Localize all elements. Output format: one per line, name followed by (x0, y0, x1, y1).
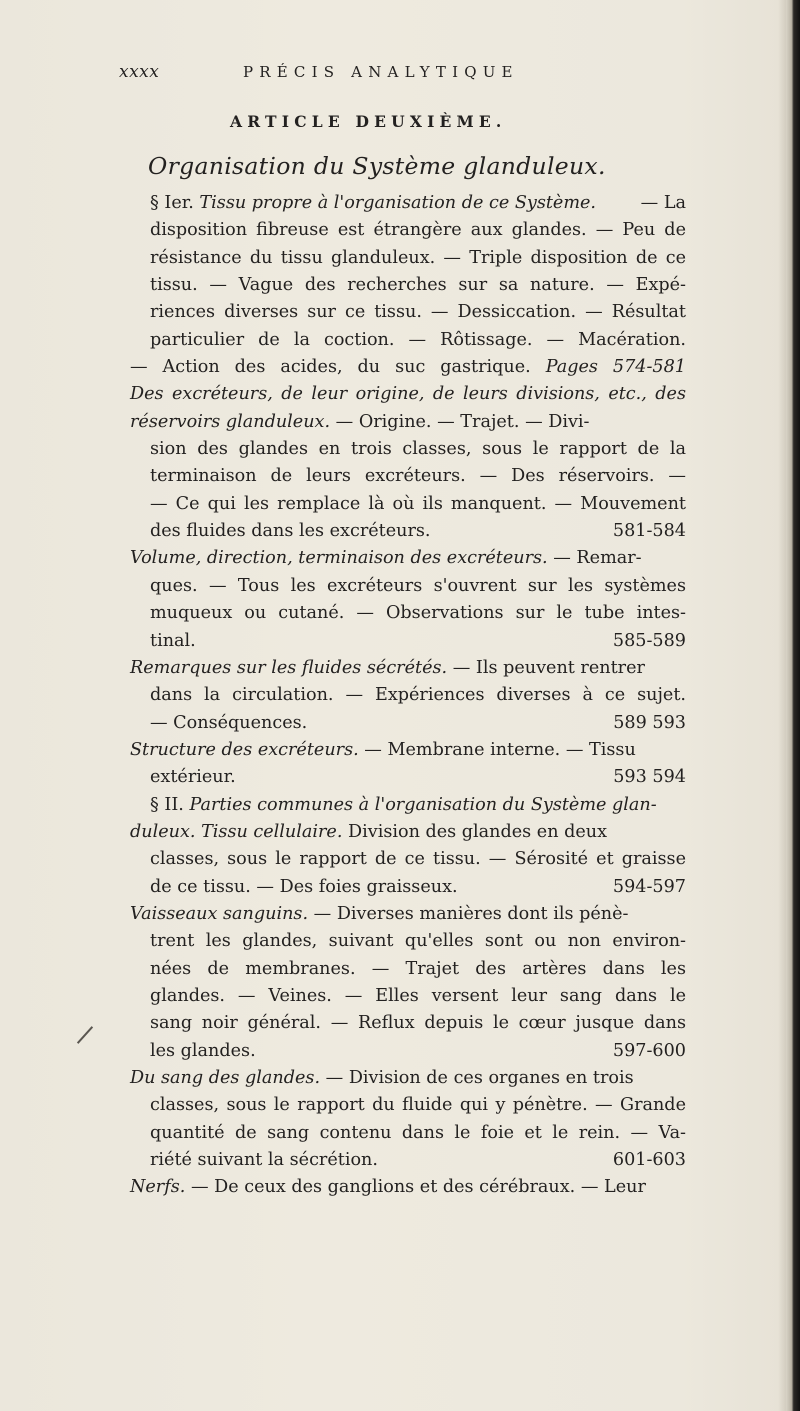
text-line (130, 409, 686, 436)
text-segment: Division des glandes en deux (342, 821, 608, 842)
text-line (130, 628, 686, 655)
text-line (130, 682, 686, 709)
italic-text: Pages 574-581 (545, 357, 686, 378)
italic-text: Du sang des glandes. (130, 1068, 321, 1088)
text-line (130, 600, 686, 627)
text-segment: — Action des acides, du suc gastrique. (130, 357, 546, 378)
text-segment: riété suivant la sécrétion. (150, 1150, 378, 1171)
text-line (130, 245, 686, 272)
text-segment: terminaison de leurs excréteurs. — Des réservoirs. — (150, 466, 686, 487)
text-line (130, 901, 686, 928)
text-line (130, 956, 686, 983)
text-line (130, 710, 686, 737)
text-line (130, 1147, 686, 1174)
italic-text: Volume, direction, terminaison des excréteurs. (130, 548, 548, 569)
text-line (130, 217, 686, 244)
italic-text: Des excréteurs, de leur origine, de leurs divisions, etc., des (130, 384, 686, 405)
italic-text: Structure des excréteurs. (130, 739, 359, 760)
page-range: 581-584 (612, 521, 686, 542)
text-line (130, 764, 686, 791)
text-segment: — Remar- (547, 548, 642, 569)
text-segment: — Origine. — Trajet. — Divi- (330, 411, 590, 432)
text-segment: trent les glandes, suivant qu'elles sont ou non environ- (150, 931, 686, 952)
line-content (130, 354, 686, 381)
text-line (130, 928, 686, 955)
body-text (130, 190, 686, 1202)
text-line (130, 819, 686, 846)
text-segment: extérieur. (150, 767, 236, 788)
page-edge-binding (786, 0, 800, 1411)
text-line (130, 846, 686, 873)
page-header (119, 62, 679, 88)
page-range: 597-600 (612, 1040, 686, 1061)
section-title: Organisation du Système glanduleux. (148, 152, 606, 180)
line-content (150, 190, 596, 217)
text-line (130, 1065, 686, 1092)
text-line (130, 737, 686, 764)
text-line (130, 491, 686, 518)
page-range: 593 594 (613, 767, 686, 788)
text-segment: particulier de la coction. — Rôtissage. — Macération. (150, 329, 686, 350)
text-segment: classes, sous le rapport du fluide qui y pénètre. — Grande (150, 1095, 686, 1116)
text-segment: — Membrane interne. — Tissu (358, 739, 636, 760)
text-segment: ques. — Tous les excréteurs s'ouvrent sur les systèmes (150, 575, 686, 596)
italic-text: Parties communes à l'organisation du Système glan- (189, 794, 657, 815)
text-segment: nées de membranes. — Trajet des artères dans les (150, 958, 686, 979)
italic-text: réservoirs glanduleux. (130, 411, 331, 432)
text-line (130, 1092, 686, 1119)
text-line (130, 381, 686, 408)
text-segment: sion des glandes en trois classes, sous le rapport de la (150, 439, 686, 460)
text-segment: tinal. (150, 630, 196, 651)
text-segment: — Ce qui les remplace là où ils manquent. — Mouvement (150, 493, 686, 514)
text-line (130, 436, 686, 463)
margin-pencil-mark (77, 1026, 93, 1044)
text-line (130, 1120, 686, 1147)
text-segment: disposition fibreuse est étrangère aux glandes. — Peu de (150, 220, 686, 241)
italic-text: Remarques sur les fluides sécrétés. (130, 657, 448, 678)
text-line (130, 190, 686, 217)
text-segment: riences diverses sur ce tissu. — Dessiccation. — Résultat (150, 302, 686, 323)
text-line (130, 792, 686, 819)
article-heading: ARTICLE DEUXIÈME. (230, 112, 507, 131)
text-segment: glandes. — Veines. — Elles versent leur sang dans le (150, 985, 686, 1006)
text-line (130, 983, 686, 1010)
italic-text: duleux. Tissu cellulaire. (130, 821, 343, 842)
text-segment: muqueux ou cutané. — Observations sur le tube intes- (150, 603, 686, 624)
text-segment: — Conséquences. (150, 712, 308, 733)
text-segment: — De ceux des ganglions et des cérébraux. — Leur (185, 1177, 646, 1198)
text-line (130, 545, 686, 572)
text-line (130, 874, 686, 901)
text-segment: classes, sous le rapport de ce tissu. — Sérosité et graisse (150, 849, 686, 870)
page-range: 589 593 (613, 712, 686, 733)
page-range: 585-589 (612, 630, 686, 651)
page-edge-shadow (778, 0, 786, 1411)
text-line (130, 655, 686, 682)
text-line (130, 354, 686, 381)
text-segment: — La (635, 193, 686, 213)
text-segment: quantité de sang contenu dans le foie et le rein. — Va- (150, 1122, 686, 1143)
text-line (130, 1038, 686, 1065)
text-line (130, 299, 686, 326)
text-line (130, 327, 686, 354)
italic-text: Nerfs. (130, 1177, 186, 1198)
text-line (130, 1174, 686, 1201)
text-segment: des fluides dans les excréteurs. (150, 521, 431, 542)
text-segment: tissu. — Vague des recherches sur sa nature. — Expé- (150, 275, 686, 296)
text-segment: résistance du tissu glanduleux. — Triple disposition de ce (150, 247, 686, 268)
text-line (130, 573, 686, 600)
text-line (130, 272, 686, 299)
italic-text: Tissu propre à l'organisation de ce Système. (199, 193, 597, 213)
text-segment: — Ils peuvent rentrer (447, 657, 645, 678)
text-line (130, 463, 686, 490)
page-range: 594-597 (612, 876, 686, 897)
text-segment: les glandes. (150, 1040, 256, 1061)
italic-text: Vaisseaux sanguins. (130, 903, 309, 924)
page-range: 601-603 (612, 1150, 686, 1171)
text-segment: § II. (150, 794, 190, 815)
text-segment: de ce tissu. — Des foies graisseux. (150, 876, 458, 897)
text-line (130, 518, 686, 545)
text-segment: dans la circulation. — Expériences diverses à ce sujet. (150, 685, 686, 706)
text-segment: § Ier. (150, 193, 200, 213)
running-title: PRÉCIS ANALYTIQUE (243, 63, 519, 81)
text-segment: — Division de ces organes en trois (320, 1068, 634, 1088)
text-line (130, 1010, 686, 1037)
page-number: xxxx (119, 62, 160, 82)
text-segment: sang noir général. — Reflux depuis le cœur jusque dans (150, 1013, 686, 1034)
text-segment: — Diverses manières dont ils pénè- (308, 903, 629, 924)
